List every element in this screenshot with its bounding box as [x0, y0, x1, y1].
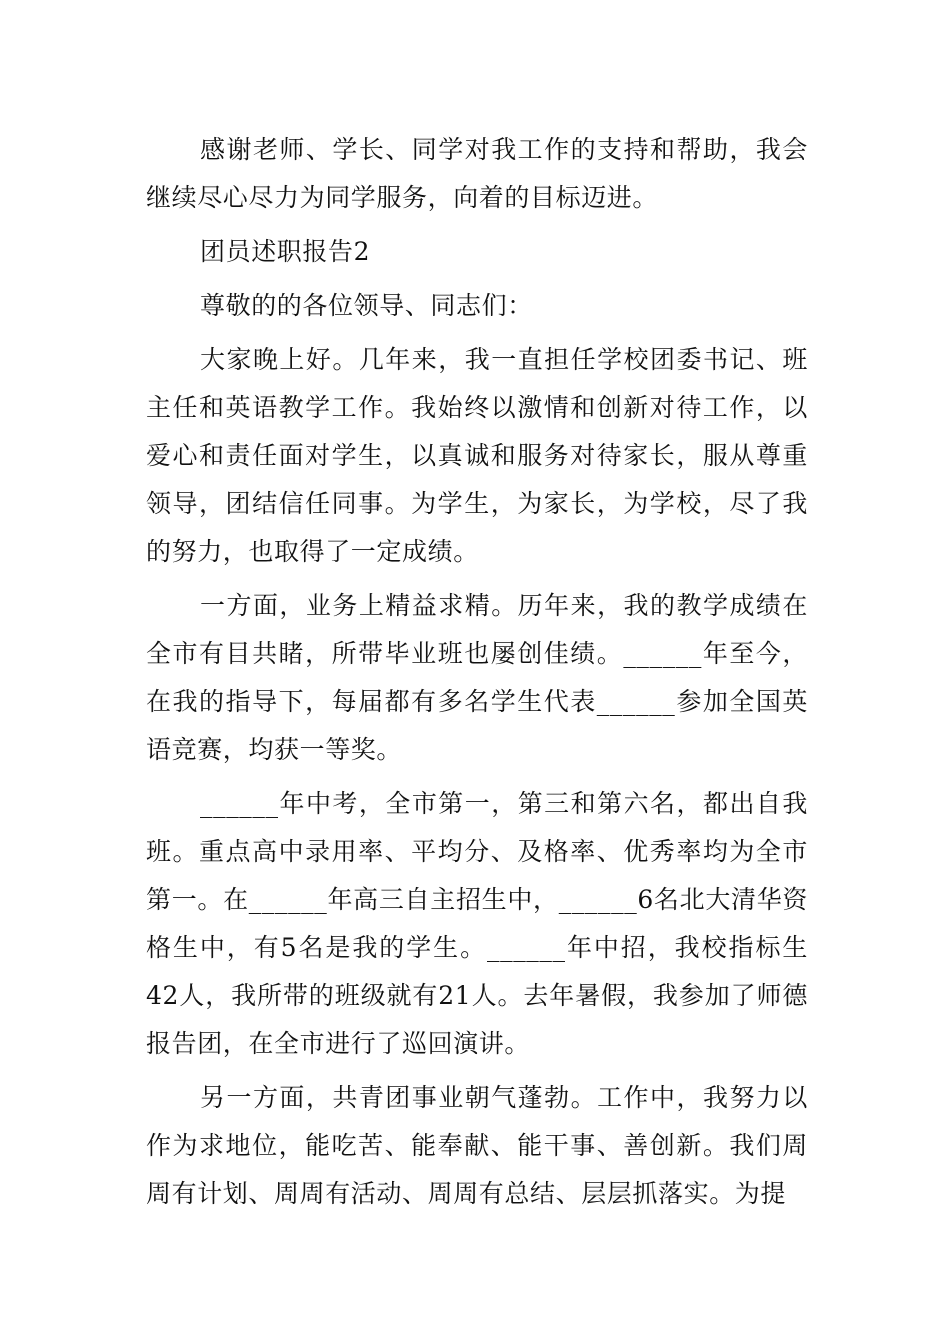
section-heading: 团员述职报告2 — [200, 237, 371, 266]
document-body — [146, 126, 808, 1224]
salutation: 尊敬的的各位领导、同志们： — [200, 291, 533, 320]
paragraph-teaching: 一方面，业务上精益求精。历年来，我的教学成绩在全市有目共睹，所带毕业班也屡创佳绩。______年至今，在我的指导下，每届都有多名学生代表______参加全国英语竞赛，均获一等奖。 — [146, 591, 808, 764]
paragraph-intro: 大家晚上好。几年来，我一直担任学校团委书记、班主任和英语教学工作。我始终以激情和创新对待工作，以爱心和责任面对学生，以真诚和服务对待家长，服从尊重领导，团结信任同事。为学生，为家长，为学校，尽了我的努力，也取得了一定成绩。 — [146, 345, 808, 566]
paragraph-results: ______年中考，全市第一，第三和第六名，都出自我班。重点高中录用率、平均分、及格率、优秀率均为全市第一。在______年高三自主招生中，______6名北大清华资格生中，有5名是我的学生。______年中招，我校指标生42人，我所带的班级就有21人。去年暑假，我参加了师德报告团，在全市进行了巡回演讲。 — [146, 789, 808, 1058]
paragraph-thanks: 感谢老师、学长、同学对我工作的支持和帮助，我会继续尽心尽力为同学服务，向着的目标迈进。 — [146, 135, 808, 212]
paragraph-league-work: 另一方面，共青团事业朝气蓬勃。工作中，我努力以作为求地位，能吃苦、能奉献、能干事、善创新。我们周周有计划、周周有活动、周周有总结、层层抓落实。为提 — [146, 1083, 808, 1208]
